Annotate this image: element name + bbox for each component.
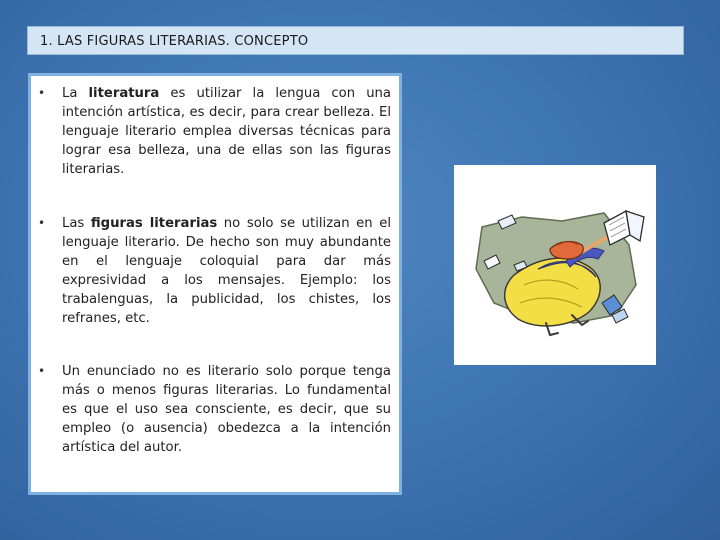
bullet-text-pre: Un enunciado no es literario solo porque tenga más o menos figuras literarias. Lo fundamental es que el uso sea consciente, es decir, que su empleo (o ausencia) obedezca a la intención artística del autor. bbox=[62, 364, 391, 455]
illustration-frame bbox=[454, 165, 656, 365]
bullet-text-pre: Las bbox=[62, 216, 91, 231]
bullet-text-pre: La bbox=[62, 86, 89, 101]
title-bar bbox=[27, 26, 684, 55]
bullet-text-post: es utilizar la lengua con una intención artística, es decir, para crear belleza. El lenguaje literario emplea diversas técnicas para lograr esa belleza, una de ellas son las figuras literarias. bbox=[62, 86, 391, 177]
bullet-text-post: no solo se utilizan en el lenguaje literario. De hecho son muy abundante en el lenguaje coloquial para dar más expresividad a los mensajes. Ejemplo: los trabalenguas, la publicidad, los chistes, los refranes, etc. bbox=[62, 216, 391, 326]
bullet-text-bold: figuras literarias bbox=[90, 216, 218, 231]
bullet-icon: • bbox=[38, 364, 46, 378]
content-box bbox=[28, 73, 402, 495]
bullet-text bbox=[62, 362, 391, 457]
bullet-icon: • bbox=[38, 86, 46, 100]
slide-title: 1. LAS FIGURAS LITERARIAS. CONCEPTO bbox=[40, 34, 309, 49]
bullet-text bbox=[62, 84, 391, 179]
bullet-icon: • bbox=[38, 216, 46, 230]
bullet-text-bold: literatura bbox=[88, 86, 160, 101]
flying-reader-with-books-illustration bbox=[454, 165, 656, 365]
bullet-text bbox=[62, 214, 391, 328]
